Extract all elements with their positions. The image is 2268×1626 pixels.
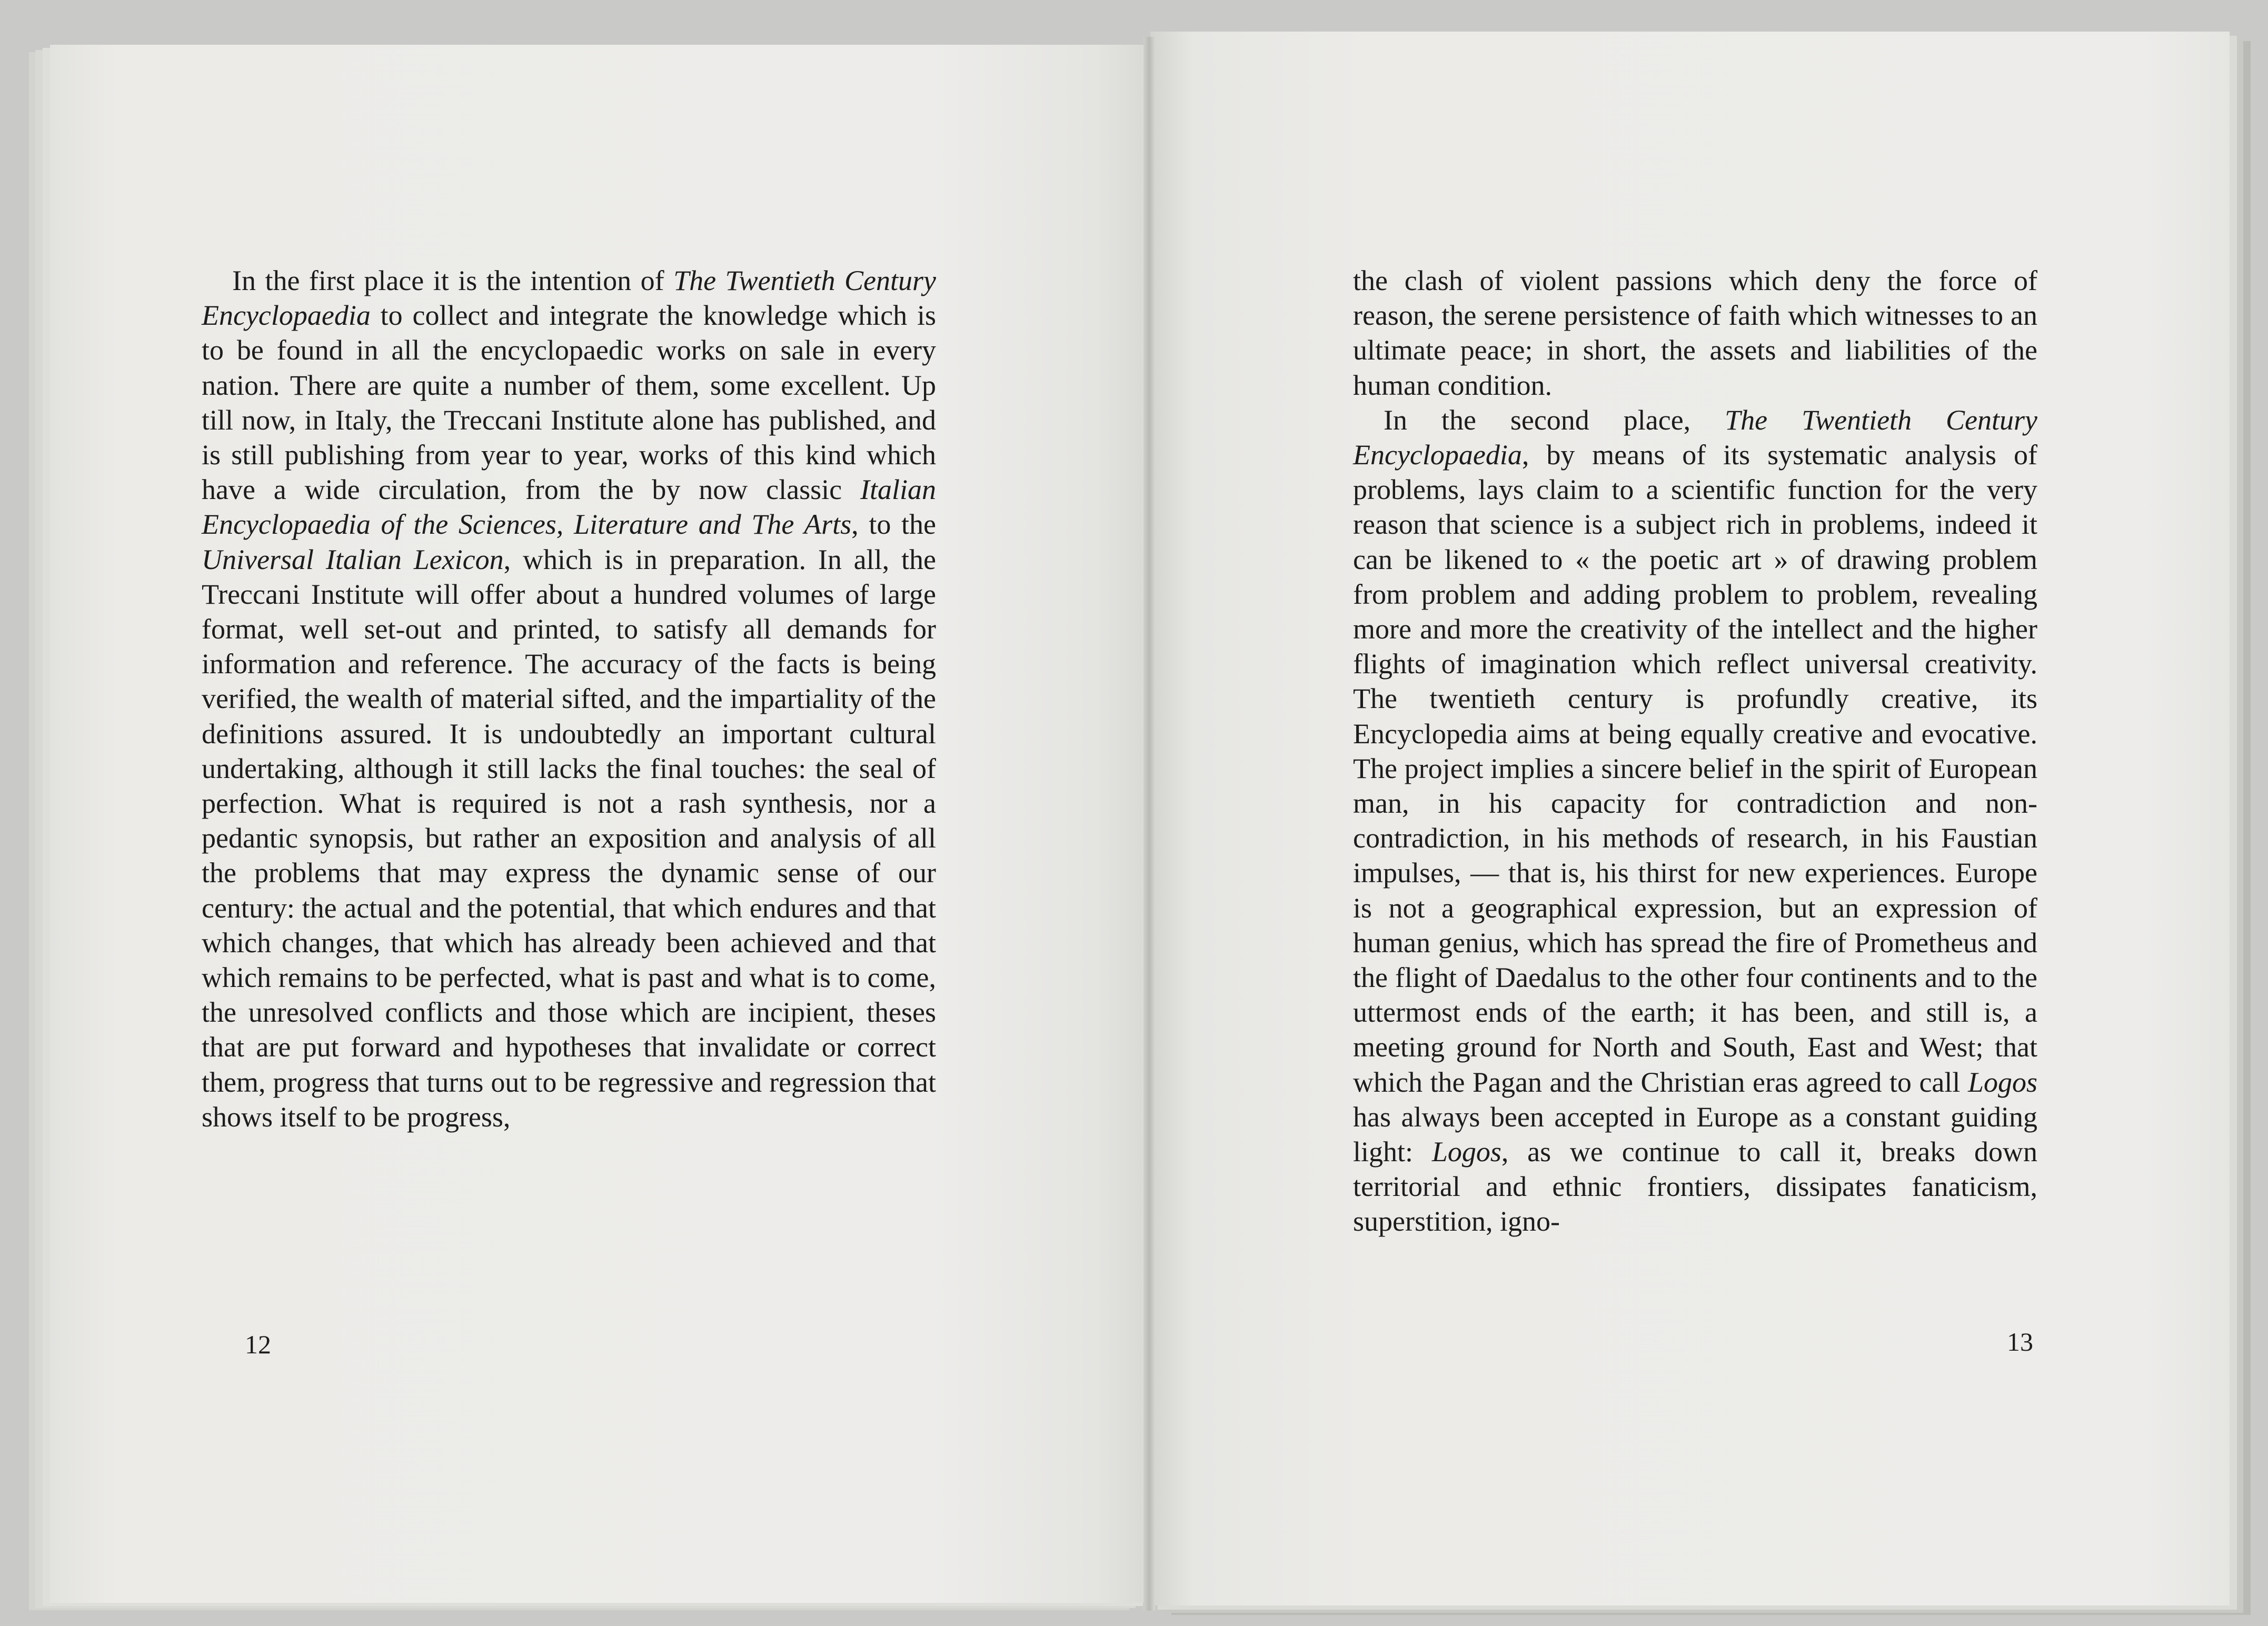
text-run: has always been accepted in Europe as a constant guiding light: bbox=[1353, 1101, 2037, 1168]
italic-title-run: Logos bbox=[1431, 1136, 1501, 1168]
left-page-text bbox=[202, 263, 936, 1134]
right-paragraph-1 bbox=[1353, 263, 2037, 403]
left-paragraph-1 bbox=[202, 263, 936, 1134]
text-run: the clash of violent passions which deny the force of reason, the serene persistence of faith which witnesses to an ultimate peace; in short, the assets and liabilities of the human condition. bbox=[1353, 265, 2037, 401]
book-gutter bbox=[1143, 37, 1155, 1611]
text-run: , which is in preparation. In all, the Treccani Institute will offer about a hundred volumes of large format, well set-out and printed, to satisfy all demands for information and reference. The accuracy of the facts is being verified, the wealth of material sifted, and the impartiality of the definitions assured. It is undoubtedly an important cultural undertaking, although it still lacks the final touches: the seal of perfection. What is required is not a rash synthesis, nor a pedantic synopsis, but rather an exposition and analysis of all the problems that may express the dynamic sense of our century: the actual and the potential, that which endures and that which changes, that which has already been achieved and that which remains to be perfected, what is past and what is to come, the unresolved conflicts and those which are incipient, theses that are put forward and hypotheses that invalidate or correct them, progress that turns out to be regressive and regression that shows itself to be progress, bbox=[202, 543, 936, 1133]
italic-title-run: Logos bbox=[1967, 1066, 2037, 1098]
italic-title-run: Italian Encyclopaedia of the Sciences, Literature and The Arts bbox=[202, 474, 936, 541]
text-run: In the first place it is the intention of bbox=[232, 265, 674, 296]
right-page-number: 13 bbox=[2007, 1327, 2033, 1356]
right-paragraph-2 bbox=[1353, 403, 2037, 1239]
italic-title-run: The Twentieth Century Encyclopaedia bbox=[1353, 404, 2037, 471]
italic-title-run: The Twentieth Century Encyclopaedia bbox=[202, 265, 936, 332]
italic-title-run: Universal Italian Lexicon bbox=[202, 543, 504, 575]
left-page-number: 12 bbox=[245, 1330, 271, 1359]
text-run: , to the bbox=[851, 508, 936, 541]
text-run: , as we continue to call it, breaks down territorial and ethnic frontiers, dissipates fanaticism, superstition, igno- bbox=[1353, 1136, 2037, 1238]
text-run: , by means of its systematic analysis of problems, lays claim to a scientific function for the very reason that science is a subject rich in problems, indeed it can be likened to « the poetic art » of drawing problem from problem and adding problem to problem, revealing more and more the creativity of the intellect and the higher flights of imagination which reflect universal creativity. The twentieth century is profundly creative, its Encyclopedia aims at being equally creative and evocative. The project implies a sincere belief in the spirit of European man, in his capacity for contradiction and non-contradiction, in his methods of research, in his Faustian impulses, — that is, his thirst for new experiences. Europe is not a geographical expression, but an expression of human genius, which has spread the fire of Prometheus and the flight of Daedalus to the other four continents and to the uttermost ends of the earth; it has been, and still is, a meeting ground for North and South, East and West; that which the Pagan and the Christian eras agreed to call bbox=[1353, 439, 2037, 1098]
text-run: In the second place, bbox=[1384, 404, 1725, 436]
right-page-text bbox=[1353, 263, 2037, 1239]
text-run: to collect and integrate the knowledge which is to be found in all the encyclopaedic works on sale in every nation. There are quite a number of them, some excellent. Up till now, in Italy, the Treccani Institute alone has published, and is still publishing from year to year, works of this kind which have a wide circulation, from the by now classic bbox=[202, 300, 936, 506]
